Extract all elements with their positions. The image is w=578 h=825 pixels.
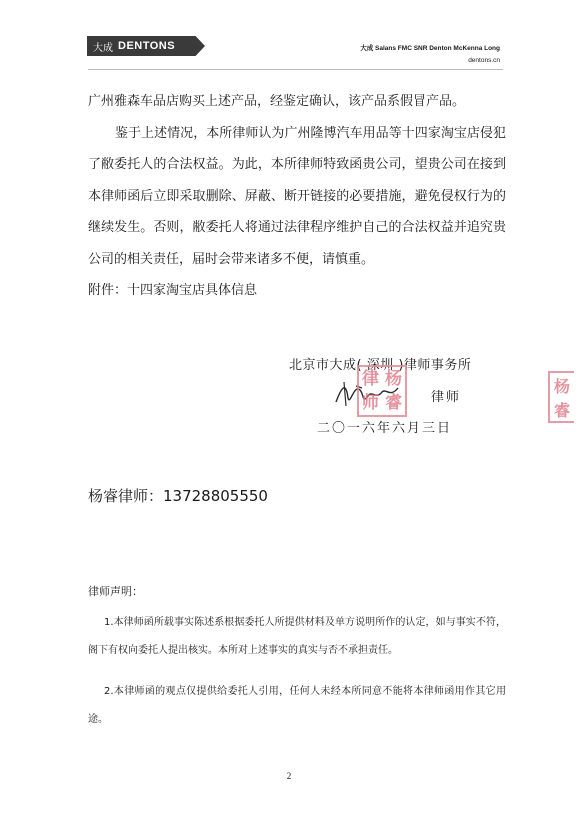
stamp-half-char: 杨 [553,376,570,396]
lawyer-contact: 杨睿律师：13728805550 [88,487,268,505]
partial-seal-stamp [548,371,574,423]
stamp-char: 律 [362,369,379,389]
stamp-char: 杨 [385,369,402,389]
body-paragraph-2: 鉴于上述情况，本所律师认为广州隆博汽车用品等十四家淘宝店侵犯了敝委托人的合法权益。为此，本所律师特致函贵公司，望贵公司在接到本律师函后立即采取删除、屏蔽、断开链接的必要措施，避免侵权行为的继续发生。否则，敝委托人将通过法律程序维护自己的合法权益并追究贵公司的相关责任，届时会带来诸多不便，请慎重。 [88,125,506,267]
stamp-half-char: 睿 [553,400,570,420]
logo-en-text: DENTONS [118,40,176,52]
signature-date: 二〇一六年六月三日 [317,421,453,436]
firm-website: dentons.cn [468,57,500,64]
signature-firm-name: 北京市大成( 深圳 )律师事务所 [289,358,472,373]
firm-affiliation-cjk: 大成 [360,45,374,52]
attachment-note: 附件：十四家淘宝店具体信息 [88,283,258,298]
logo-cjk-text: 大成 [93,42,113,54]
page-number: 2 [286,771,292,781]
body-paragraph-1: 广州雅森车品店购买上述产品，经鉴定确认，该产品系假冒产品。 [88,94,466,109]
declaration-item-2-text: 2.本律师函的观点仅提供给委托人引用，任何人未经本所同意不能将本律师函用作其它用途。 [88,686,506,725]
stamp-char: 师 [362,393,379,413]
declaration-item-2 [88,678,506,734]
header-divider [88,69,503,70]
firm-affiliation [360,43,500,67]
declaration-item-1-text: 1.本律师函所载事实陈述系根据委托人所提供材料及单方说明所作的认定，如与事实不符，阁下有权向委托人提出核实。本所对上述事实的真实与否不承担责任。 [88,617,506,656]
lawyer-seal-stamp [357,365,407,417]
signature-lawyer-label: 律师 [431,390,462,405]
firm-affiliation-en: Salans FMC SNR Denton McKenna Long [375,45,500,52]
dentons-logo [87,36,205,56]
letter-body [88,86,506,307]
stamp-char: 睿 [385,393,402,413]
declaration-title: 律师声明： [88,585,143,598]
declaration-item-1 [88,609,506,665]
firm-affiliation-line [360,43,500,55]
